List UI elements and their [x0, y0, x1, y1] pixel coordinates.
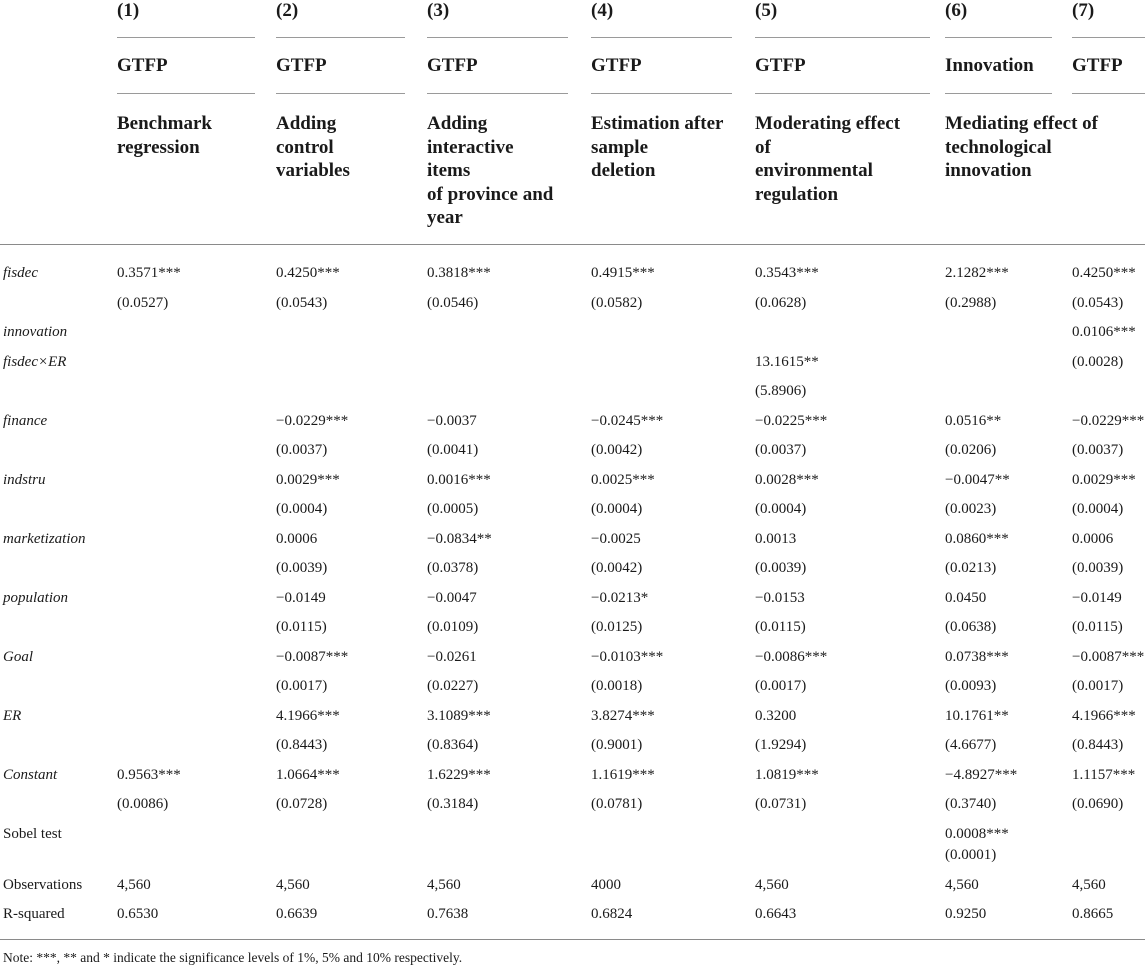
table-cell: 3.8274*** — [591, 708, 655, 724]
table-cell: (0.8443) — [1072, 737, 1124, 753]
column-description: deletion — [591, 160, 656, 181]
row-label: marketization — [3, 531, 86, 547]
table-cell: (0.0004) — [591, 501, 643, 517]
dependent-variable: GTFP — [1072, 55, 1123, 76]
column-description: regulation — [755, 183, 839, 205]
table-cell: (0.0728) — [276, 796, 328, 812]
table-cell: (0.0206) — [945, 442, 997, 458]
header-rule — [276, 37, 405, 38]
column-description: control — [276, 136, 334, 158]
table-cell: 0.3571*** — [117, 265, 181, 281]
column-number: (7) — [1072, 0, 1095, 21]
table-cell: 1.0819*** — [755, 767, 819, 783]
table-cell: (0.0018) — [591, 678, 643, 694]
column-description: Mediating effect of — [945, 113, 1098, 134]
header-rule — [1072, 37, 1145, 38]
header-rule — [117, 93, 255, 94]
table-cell: (0.0042) — [591, 560, 643, 576]
table-cell: (0.0017) — [1072, 678, 1124, 694]
column-description: variables — [276, 160, 350, 181]
table-cell: −0.0261 — [427, 649, 477, 665]
table-cell: (0.0004) — [1072, 501, 1124, 517]
table-cell: (0.0004) — [755, 501, 807, 517]
table-cell: 0.0013 — [755, 531, 797, 547]
table-cell: 0.0860*** — [945, 531, 1009, 547]
column-description: Moderating effect — [755, 113, 901, 134]
table-cell: 4.1966*** — [1072, 708, 1136, 724]
table-cell: (0.0028) — [1072, 354, 1124, 370]
table-cell: (0.0004) — [276, 501, 328, 517]
table-cell: −0.0025 — [591, 531, 641, 547]
table-cell: 0.3200 — [755, 708, 797, 724]
column-number: (1) — [117, 0, 140, 21]
column-description: interactive — [427, 136, 514, 158]
table-cell: 0.4250*** — [276, 265, 340, 281]
table-bottom-rule — [0, 939, 1145, 940]
table-cell: (0.0041) — [427, 442, 479, 458]
row-label: Constant — [3, 767, 58, 783]
table-cell: 0.0029*** — [1072, 472, 1136, 488]
column-description: year — [427, 207, 463, 228]
table-cell: (5.8906) — [755, 383, 807, 399]
table-cell: (0.0001) — [945, 847, 997, 863]
row-label: fisdec — [3, 265, 38, 281]
table-cell: 0.6643 — [755, 906, 797, 922]
column-description: Estimation after — [591, 113, 724, 134]
column-description: of province and — [427, 183, 554, 205]
table-cell: 0.0029*** — [276, 472, 340, 488]
column-description: Benchmark — [117, 113, 212, 134]
dependent-variable: GTFP — [276, 55, 327, 76]
table-cell: 0.9250 — [945, 906, 987, 922]
table-cell: (0.0115) — [276, 619, 327, 635]
table-cell: −0.0229*** — [1072, 413, 1145, 429]
table-cell: 0.9563*** — [117, 767, 181, 783]
table-cell: −0.0245*** — [591, 413, 664, 429]
row-label: population — [3, 590, 69, 606]
column-description: innovation — [945, 160, 1032, 181]
dependent-variable: GTFP — [591, 55, 642, 76]
header-rule — [755, 93, 930, 94]
table-cell: (0.0005) — [427, 501, 479, 517]
row-label: ER — [3, 708, 22, 724]
column-number: (2) — [276, 0, 299, 21]
column-description: items — [427, 160, 471, 181]
dependent-variable: GTFP — [427, 55, 478, 76]
column-number: (6) — [945, 0, 968, 21]
table-cell: 4.1966*** — [276, 708, 340, 724]
row-label: fisdec×ER — [3, 354, 67, 370]
row-label: indstru — [3, 472, 46, 488]
table-cell: 0.7638 — [427, 906, 469, 922]
table-cell: −0.0229*** — [276, 413, 349, 429]
column-description: environmental — [755, 160, 873, 181]
table-cell: (0.0125) — [591, 619, 643, 635]
table-cell: 4,560 — [755, 877, 789, 893]
header-rule — [1072, 93, 1145, 94]
table-cell: (0.0039) — [755, 560, 807, 576]
table-cell: 4,560 — [427, 877, 461, 893]
table-cell: −0.0834** — [427, 531, 492, 547]
table-cell: 1.1619*** — [591, 767, 655, 783]
table-cell: (0.0037) — [755, 442, 807, 458]
table-cell: 0.0025*** — [591, 472, 655, 488]
table-cell: −0.0086*** — [755, 649, 828, 665]
table-cell: −0.0087*** — [276, 649, 349, 665]
header-bottom-rule — [0, 244, 1145, 245]
table-cell: (0.0037) — [276, 442, 328, 458]
table-cell: 4,560 — [945, 877, 979, 893]
table-cell: (0.8364) — [427, 737, 479, 753]
row-label: Sobel test — [3, 826, 62, 842]
table-cell: (0.8443) — [276, 737, 328, 753]
table-cell: 0.6530 — [117, 906, 159, 922]
table-cell: (0.0543) — [1072, 295, 1124, 311]
column-description: Adding — [427, 113, 488, 134]
table-cell: 0.0106*** — [1072, 324, 1136, 340]
table-cell: 13.1615** — [755, 354, 819, 370]
table-cell: (1.9294) — [755, 737, 807, 753]
table-cell: (0.0628) — [755, 295, 807, 311]
header-rule — [755, 37, 930, 38]
table-cell: 0.0016*** — [427, 472, 491, 488]
table-cell: (0.0017) — [755, 678, 807, 694]
row-label: Goal — [3, 649, 33, 665]
table-cell: (0.0638) — [945, 619, 997, 635]
table-cell: 0.0516** — [945, 413, 1002, 429]
dependent-variable: GTFP — [755, 55, 806, 76]
column-number: (4) — [591, 0, 614, 21]
table-cell: −4.8927*** — [945, 767, 1018, 783]
table-cell: 0.0738*** — [945, 649, 1009, 665]
table-cell: −0.0225*** — [755, 413, 828, 429]
table-cell: (0.2988) — [945, 295, 997, 311]
table-cell: 1.6229*** — [427, 767, 491, 783]
table-cell: 10.1761** — [945, 708, 1009, 724]
table-cell: 0.0008*** — [945, 826, 1009, 842]
table-cell: (4.6677) — [945, 737, 997, 753]
header-rule — [591, 93, 732, 94]
header-rule — [945, 37, 1052, 38]
table-note: Note: ***, ** and * indicate the significance levels of 1%, 5% and 10% respectively. — [3, 950, 463, 965]
table-cell: 0.3543*** — [755, 265, 819, 281]
header-rule — [945, 93, 1052, 94]
header-rule — [591, 37, 732, 38]
table-cell: 0.0006 — [1072, 531, 1114, 547]
table-cell: (0.0227) — [427, 678, 479, 694]
table-cell: 0.4915*** — [591, 265, 655, 281]
table-cell: −0.0149 — [276, 590, 326, 606]
header-rule — [276, 93, 405, 94]
column-description: Adding — [276, 113, 337, 134]
table-cell: −0.0149 — [1072, 590, 1122, 606]
row-label: Observations — [3, 877, 83, 893]
table-cell: (0.0039) — [276, 560, 328, 576]
table-cell: 1.1157*** — [1072, 767, 1136, 783]
table-cell: (0.0039) — [1072, 560, 1124, 576]
header-rule — [117, 37, 255, 38]
table-cell: 4,560 — [276, 877, 310, 893]
table-cell: 4,560 — [117, 877, 151, 893]
table-cell: −0.0047 — [427, 590, 477, 606]
table-cell: 0.4250*** — [1072, 265, 1136, 281]
table-cell: (0.0037) — [1072, 442, 1124, 458]
header-rule — [427, 93, 568, 94]
table-cell: (0.0017) — [276, 678, 328, 694]
table-cell: 3.1089*** — [427, 708, 491, 724]
table-cell: 0.6824 — [591, 906, 633, 922]
table-cell: −0.0037 — [427, 413, 477, 429]
table-cell: (0.0543) — [276, 295, 328, 311]
table-cell: (0.0731) — [755, 796, 807, 812]
table-cell: 2.1282*** — [945, 265, 1009, 281]
table-cell: (0.0093) — [945, 678, 997, 694]
table-cell: (0.0527) — [117, 295, 169, 311]
column-description: technological — [945, 136, 1052, 158]
table-cell: −0.0103*** — [591, 649, 664, 665]
table-cell: (0.0690) — [1072, 796, 1124, 812]
column-description: regression — [117, 136, 200, 158]
table-cell: 0.0028*** — [755, 472, 819, 488]
table-cell: (0.0213) — [945, 560, 997, 576]
dependent-variable: GTFP — [117, 55, 168, 76]
table-cell: (0.0042) — [591, 442, 643, 458]
table-cell: 1.0664*** — [276, 767, 340, 783]
dependent-variable: Innovation — [945, 55, 1034, 76]
table-cell: (0.0023) — [945, 501, 997, 517]
table-cell: (0.9001) — [591, 737, 643, 753]
column-number: (5) — [755, 0, 778, 21]
table-cell: (0.0582) — [591, 295, 643, 311]
table-cell: (0.0115) — [1072, 619, 1123, 635]
table-cell: (0.0115) — [755, 619, 806, 635]
header-rule — [427, 37, 568, 38]
column-description: of — [755, 136, 771, 158]
table-cell: −0.0213* — [591, 590, 649, 606]
table-cell: (0.3184) — [427, 796, 479, 812]
table-cell: (0.0546) — [427, 295, 479, 311]
table-cell: 0.6639 — [276, 906, 318, 922]
row-label: innovation — [3, 324, 68, 340]
table-cell: 0.8665 — [1072, 906, 1114, 922]
table-cell: 0.0006 — [276, 531, 318, 547]
table-cell: −0.0047** — [945, 472, 1010, 488]
row-label: R-squared — [3, 906, 65, 922]
table-cell: 4,560 — [1072, 877, 1106, 893]
row-label: finance — [3, 413, 48, 429]
table-cell: 4000 — [591, 877, 621, 893]
column-number: (3) — [427, 0, 450, 21]
table-cell: (0.0781) — [591, 796, 643, 812]
column-description: sample — [591, 136, 648, 158]
table-cell: 0.3818*** — [427, 265, 491, 281]
table-cell: 0.0450 — [945, 590, 987, 606]
table-cell: −0.0087*** — [1072, 649, 1145, 665]
table-cell: (0.0086) — [117, 796, 169, 812]
table-cell: (0.3740) — [945, 796, 997, 812]
table-cell: (0.0109) — [427, 619, 479, 635]
table-cell: (0.0378) — [427, 560, 479, 576]
table-cell: −0.0153 — [755, 590, 805, 606]
